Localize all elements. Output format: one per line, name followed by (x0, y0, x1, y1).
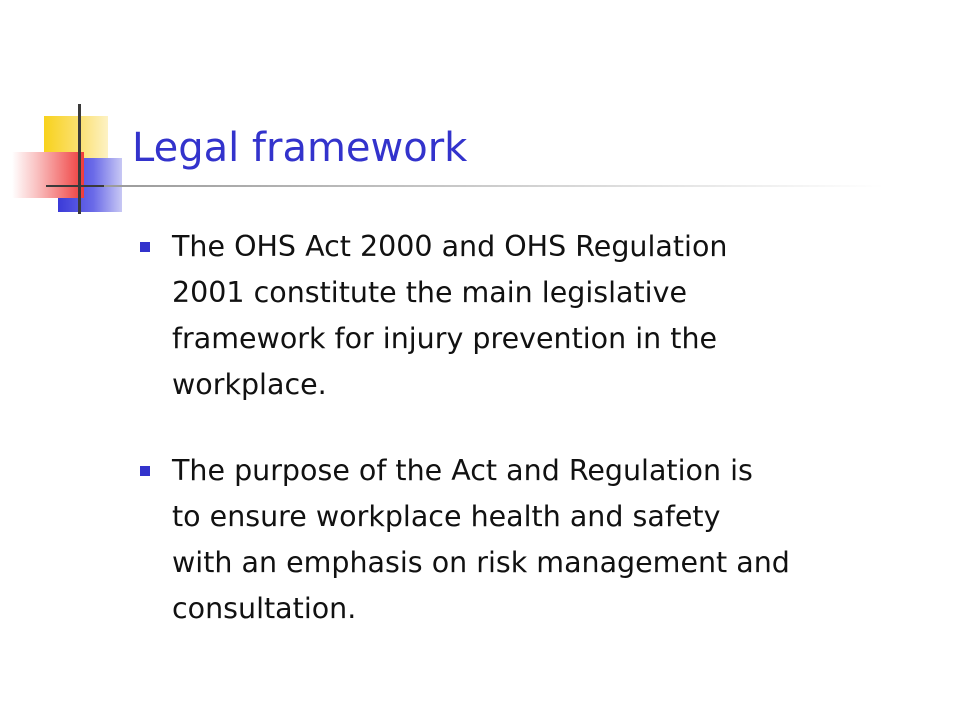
bullet-list (140, 224, 940, 672)
bullet-item-1 (140, 224, 940, 408)
vertical-line-decoration (78, 104, 81, 214)
title-underline (104, 185, 884, 187)
square-bullet-icon (140, 466, 150, 476)
bullet-1-line-4: workplace. (172, 368, 327, 401)
square-bullet-icon (140, 242, 150, 252)
bullet-item-2 (140, 448, 940, 632)
horizontal-line-decoration (46, 185, 106, 187)
slide-title: Legal framework (132, 125, 468, 171)
red-square-decoration (12, 152, 84, 198)
bullet-2-line-3: with an emphasis on risk management and (172, 546, 790, 579)
bullet-1-line-3: framework for injury prevention in the (172, 322, 718, 355)
bullet-2-line-2: to ensure workplace health and safety (172, 500, 721, 533)
bullet-1-line-2: 2001 constitute the main legislative (172, 276, 687, 309)
bullet-2-line-4: consultation. (172, 592, 357, 625)
bullet-1-line-1: The OHS Act 2000 and OHS Regulation (172, 230, 728, 263)
bullet-2-line-1: The purpose of the Act and Regulation is (172, 454, 753, 487)
